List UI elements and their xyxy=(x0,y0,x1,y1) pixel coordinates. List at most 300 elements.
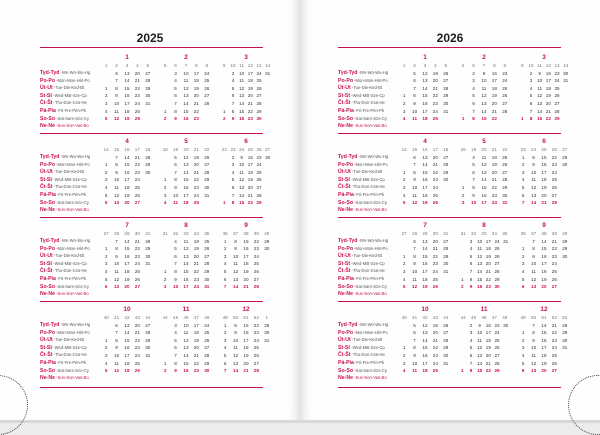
day-cell[interactable]: 31 xyxy=(145,352,151,358)
day-cell[interactable] xyxy=(160,85,170,93)
day-cell[interactable]: 2 xyxy=(402,352,406,358)
day-cell[interactable]: 9 xyxy=(478,322,481,328)
day-cell[interactable]: 10 xyxy=(114,261,120,267)
day-cell[interactable]: 20 xyxy=(485,261,491,267)
day-cell[interactable]: 10 xyxy=(477,238,483,244)
day-cell[interactable]: 4 xyxy=(402,276,406,282)
day-cell[interactable] xyxy=(160,238,170,246)
day-cell[interactable]: 12 xyxy=(114,192,120,198)
day-cell[interactable]: 23 xyxy=(134,253,140,259)
day-cell[interactable]: 29 xyxy=(494,276,500,282)
day-cell[interactable] xyxy=(458,70,468,78)
day-cell[interactable]: 28 xyxy=(502,108,508,114)
day-cell[interactable]: 7 xyxy=(174,261,177,267)
day-cell[interactable] xyxy=(561,100,570,108)
day-cell[interactable]: 1 xyxy=(521,116,524,122)
day-cell[interactable] xyxy=(263,108,272,116)
day-cell[interactable] xyxy=(560,283,570,291)
day-cell[interactable]: 3 xyxy=(104,177,108,183)
day-cell[interactable] xyxy=(399,154,409,162)
day-cell[interactable] xyxy=(501,245,510,253)
day-cell[interactable]: 11 xyxy=(481,85,487,91)
day-cell[interactable]: 9 xyxy=(532,253,535,259)
day-cell[interactable]: 29 xyxy=(443,345,449,351)
day-cell[interactable] xyxy=(262,260,272,268)
day-cell[interactable]: 27 xyxy=(204,162,210,168)
day-cell[interactable]: 29 xyxy=(256,108,262,114)
day-cell[interactable] xyxy=(220,92,229,100)
day-cell[interactable]: 21 xyxy=(243,284,249,290)
day-cell[interactable] xyxy=(518,85,527,93)
day-cell[interactable] xyxy=(501,253,510,261)
day-cell[interactable]: 21 xyxy=(193,352,199,358)
day-cell[interactable]: 27 xyxy=(502,100,508,106)
day-cell[interactable]: 25 xyxy=(551,268,557,274)
day-cell[interactable]: 19 xyxy=(541,184,547,190)
day-cell[interactable]: 24 xyxy=(432,360,438,366)
day-cell[interactable]: 27 xyxy=(204,253,210,259)
day-cell[interactable]: 15 xyxy=(422,169,428,175)
day-cell[interactable] xyxy=(560,360,570,368)
day-cell[interactable]: 27 xyxy=(134,284,140,290)
day-cell[interactable]: 4 xyxy=(402,368,406,374)
day-cell[interactable]: 1 xyxy=(521,246,525,252)
day-cell[interactable]: 24 xyxy=(134,352,140,358)
day-cell[interactable] xyxy=(143,192,153,200)
day-cell[interactable]: 14 xyxy=(124,78,130,84)
day-cell[interactable]: 12 xyxy=(114,368,120,374)
day-cell[interactable]: 9 xyxy=(413,261,416,267)
day-cell[interactable]: 15 xyxy=(481,184,487,190)
day-cell[interactable]: 19 xyxy=(491,162,497,168)
day-cell[interactable]: 11 xyxy=(412,116,418,122)
day-cell[interactable]: 6 xyxy=(115,70,118,76)
day-cell[interactable] xyxy=(518,92,527,100)
day-cell[interactable]: 30 xyxy=(265,154,271,160)
day-cell[interactable]: 8 xyxy=(231,200,235,206)
day-cell[interactable]: 10 xyxy=(531,261,537,267)
day-cell[interactable]: 22 xyxy=(193,177,199,183)
day-cell[interactable]: 17 xyxy=(541,169,547,175)
day-cell[interactable]: 4 xyxy=(469,246,473,252)
day-cell[interactable]: 7 xyxy=(174,100,177,106)
day-cell[interactable] xyxy=(458,154,468,162)
day-cell[interactable]: 27 xyxy=(551,284,557,290)
day-cell[interactable]: 22 xyxy=(134,337,140,343)
day-cell[interactable]: 8 xyxy=(174,108,177,114)
day-cell[interactable]: 8 xyxy=(174,360,177,366)
day-cell[interactable] xyxy=(458,268,467,276)
day-cell[interactable]: 11 xyxy=(114,108,119,114)
day-cell[interactable]: 12 xyxy=(422,322,428,328)
day-cell[interactable]: 6 xyxy=(104,284,108,290)
day-cell[interactable]: 23 xyxy=(134,169,140,175)
day-cell[interactable]: 21 xyxy=(134,330,140,336)
day-cell[interactable]: 8 xyxy=(115,246,118,252)
day-cell[interactable] xyxy=(101,77,111,85)
day-cell[interactable] xyxy=(560,169,570,177)
day-cell[interactable]: 7 xyxy=(469,360,473,366)
day-cell[interactable] xyxy=(101,154,111,162)
day-cell[interactable]: 4 xyxy=(104,184,108,190)
day-cell[interactable]: 30 xyxy=(503,322,509,328)
day-cell[interactable]: 16 xyxy=(485,322,491,328)
day-cell[interactable]: 9 xyxy=(472,192,475,198)
day-cell[interactable]: 9 xyxy=(234,246,237,252)
day-cell[interactable]: 24 xyxy=(432,268,438,274)
day-cell[interactable]: 10 xyxy=(531,345,537,351)
day-cell[interactable]: 31 xyxy=(265,70,271,76)
day-cell[interactable]: 25 xyxy=(432,368,438,374)
day-cell[interactable] xyxy=(501,283,510,291)
day-cell[interactable]: 14 xyxy=(422,246,428,252)
day-cell[interactable]: 18 xyxy=(491,85,497,91)
day-cell[interactable] xyxy=(458,260,467,268)
day-cell[interactable]: 22 xyxy=(491,184,497,190)
day-cell[interactable]: 22 xyxy=(485,368,491,374)
day-cell[interactable]: 5 xyxy=(104,368,108,374)
day-cell[interactable]: 1 xyxy=(104,337,108,343)
day-cell[interactable]: 22 xyxy=(193,360,199,366)
day-cell[interactable] xyxy=(518,100,527,108)
day-cell[interactable]: 22 xyxy=(247,108,253,114)
day-cell[interactable]: 12 xyxy=(183,337,189,343)
day-cell[interactable]: 7 xyxy=(223,368,227,374)
day-cell[interactable]: 3 xyxy=(461,200,465,206)
day-cell[interactable] xyxy=(560,192,570,200)
day-cell[interactable]: 6 xyxy=(469,352,473,358)
day-cell[interactable]: 8 xyxy=(115,162,118,168)
day-cell[interactable]: 21 xyxy=(134,78,140,84)
day-cell[interactable]: 26 xyxy=(494,253,500,259)
day-cell[interactable]: 20 xyxy=(541,368,547,374)
day-cell[interactable] xyxy=(500,115,510,123)
day-cell[interactable] xyxy=(220,77,229,85)
day-cell[interactable] xyxy=(458,344,467,352)
day-cell[interactable]: 7 xyxy=(115,330,118,336)
day-cell[interactable]: 28 xyxy=(443,337,449,343)
day-cell[interactable]: 25 xyxy=(502,154,508,160)
day-cell[interactable]: 21 xyxy=(551,322,557,328)
day-cell[interactable]: 21 xyxy=(551,238,557,244)
day-cell[interactable]: 15 xyxy=(124,162,130,168)
day-cell[interactable]: 27 xyxy=(253,360,259,366)
day-cell[interactable]: 3 xyxy=(521,169,525,175)
day-cell[interactable]: 11 xyxy=(114,184,119,190)
day-cell[interactable]: 11 xyxy=(173,200,179,206)
day-cell[interactable]: 10 xyxy=(531,169,537,175)
day-cell[interactable]: 8 xyxy=(234,238,237,244)
day-cell[interactable]: 27 xyxy=(443,154,449,160)
day-cell[interactable]: 26 xyxy=(443,322,449,328)
day-cell[interactable]: 3 xyxy=(529,78,533,84)
day-cell[interactable]: 21 xyxy=(193,169,199,175)
day-cell[interactable]: 16 xyxy=(247,154,253,160)
day-cell[interactable]: 29 xyxy=(562,330,568,336)
day-cell[interactable]: 6 xyxy=(413,238,416,244)
day-cell[interactable] xyxy=(458,245,467,253)
day-cell[interactable]: 26 xyxy=(134,192,140,198)
day-cell[interactable]: 2 xyxy=(163,276,167,282)
day-cell[interactable]: 23 xyxy=(193,116,199,122)
day-cell[interactable]: 14 xyxy=(233,284,239,290)
day-cell[interactable]: 14 xyxy=(477,360,483,366)
day-cell[interactable]: 17 xyxy=(124,261,130,267)
day-cell[interactable]: 29 xyxy=(264,322,270,328)
day-cell[interactable]: 7 xyxy=(532,322,535,328)
day-cell[interactable]: 2 xyxy=(223,330,227,336)
day-cell[interactable]: 10 xyxy=(183,70,189,76)
day-cell[interactable] xyxy=(458,92,468,100)
day-cell[interactable] xyxy=(143,115,153,123)
day-cell[interactable]: 1 xyxy=(104,246,108,252)
day-cell[interactable]: 22 xyxy=(247,200,253,206)
day-cell[interactable]: 15 xyxy=(477,276,483,282)
day-cell[interactable]: 4 xyxy=(174,78,177,84)
day-cell[interactable] xyxy=(458,322,467,330)
day-cell[interactable] xyxy=(160,329,170,337)
day-cell[interactable]: 30 xyxy=(494,284,500,290)
day-cell[interactable]: 20 xyxy=(124,284,130,290)
day-cell[interactable] xyxy=(160,260,170,268)
day-cell[interactable]: 10 xyxy=(114,352,120,358)
day-cell[interactable]: 19 xyxy=(485,345,491,351)
day-cell[interactable]: 18 xyxy=(124,360,130,366)
day-cell[interactable]: 5 xyxy=(521,360,525,366)
day-cell[interactable]: 9 xyxy=(413,177,416,183)
day-cell[interactable]: 22 xyxy=(193,268,199,274)
day-cell[interactable]: 24 xyxy=(551,345,557,351)
day-cell[interactable]: 13 xyxy=(183,162,189,168)
day-cell[interactable] xyxy=(143,176,153,184)
day-cell[interactable]: 15 xyxy=(541,154,547,160)
day-cell[interactable]: 15 xyxy=(124,337,130,343)
day-cell[interactable]: 15 xyxy=(422,345,428,351)
day-cell[interactable]: 8 xyxy=(532,330,535,336)
day-cell[interactable]: 23 xyxy=(134,345,140,351)
day-cell[interactable]: 18 xyxy=(541,268,547,274)
day-cell[interactable]: 21 xyxy=(432,246,438,252)
day-cell[interactable]: 20 xyxy=(541,192,547,198)
day-cell[interactable]: 7 xyxy=(174,169,177,175)
day-cell[interactable]: 29 xyxy=(145,85,151,91)
day-cell[interactable] xyxy=(518,77,527,85)
day-cell[interactable]: 9 xyxy=(231,116,235,122)
day-cell[interactable]: 14 xyxy=(239,192,245,198)
day-cell[interactable] xyxy=(263,199,272,207)
day-cell[interactable]: 5 xyxy=(413,70,416,76)
day-cell[interactable]: 29 xyxy=(145,337,151,343)
day-cell[interactable]: 31 xyxy=(204,192,210,198)
day-cell[interactable] xyxy=(263,176,272,184)
day-cell[interactable]: 7 xyxy=(115,78,118,84)
day-cell[interactable]: 9 xyxy=(532,162,535,168)
day-cell[interactable]: 5 xyxy=(104,116,108,122)
day-cell[interactable]: 19 xyxy=(485,253,491,259)
day-cell[interactable]: 18 xyxy=(247,169,253,175)
day-cell[interactable]: 28 xyxy=(145,238,151,244)
day-cell[interactable]: 3 xyxy=(469,330,473,336)
day-cell[interactable]: 24 xyxy=(204,70,210,76)
day-cell[interactable]: 6 xyxy=(115,322,118,328)
day-cell[interactable]: 23 xyxy=(247,116,253,122)
day-cell[interactable]: 1 xyxy=(402,345,406,351)
day-cell[interactable]: 6 xyxy=(174,253,177,259)
day-cell[interactable]: 21 xyxy=(491,177,497,183)
day-cell[interactable]: 26 xyxy=(204,85,210,91)
day-cell[interactable]: 23 xyxy=(551,253,557,259)
day-cell[interactable]: 22 xyxy=(432,93,438,99)
day-cell[interactable]: 2 xyxy=(521,162,525,168)
day-cell[interactable]: 8 xyxy=(115,85,118,91)
day-cell[interactable]: 1 xyxy=(402,169,406,175)
day-cell[interactable]: 16 xyxy=(541,253,547,259)
day-cell[interactable]: 22 xyxy=(551,246,557,252)
day-cell[interactable]: 28 xyxy=(145,78,151,84)
day-cell[interactable]: 28 xyxy=(204,352,210,358)
day-cell[interactable]: 21 xyxy=(545,108,551,114)
day-cell[interactable]: 2 xyxy=(521,253,525,259)
day-cell[interactable]: 6 xyxy=(413,330,416,336)
day-cell[interactable]: 1 xyxy=(461,368,464,374)
day-cell[interactable]: 18 xyxy=(422,192,428,198)
day-cell[interactable]: 29 xyxy=(494,368,500,374)
day-cell[interactable]: 19 xyxy=(243,352,249,358)
day-cell[interactable] xyxy=(263,100,272,108)
day-cell[interactable]: 30 xyxy=(443,100,449,106)
day-cell[interactable]: 20 xyxy=(124,200,130,206)
day-cell[interactable]: 30 xyxy=(443,177,449,183)
day-cell[interactable]: 16 xyxy=(183,116,189,122)
day-cell[interactable]: 31 xyxy=(204,284,210,290)
day-cell[interactable]: 21 xyxy=(541,200,547,206)
day-cell[interactable]: 24 xyxy=(551,261,557,267)
day-cell[interactable]: 7 xyxy=(469,268,473,274)
day-cell[interactable]: 30 xyxy=(502,192,508,198)
day-cell[interactable]: 25 xyxy=(204,78,210,84)
day-cell[interactable] xyxy=(501,268,510,276)
day-cell[interactable] xyxy=(101,329,111,337)
day-cell[interactable]: 1 xyxy=(163,360,167,366)
day-cell[interactable]: 3 xyxy=(174,70,177,76)
day-cell[interactable]: 10 xyxy=(173,192,179,198)
day-cell[interactable]: 27 xyxy=(551,192,557,198)
day-cell[interactable]: 23 xyxy=(494,322,500,328)
day-cell[interactable] xyxy=(202,108,212,116)
day-cell[interactable]: 16 xyxy=(183,368,189,374)
day-cell[interactable] xyxy=(501,260,510,268)
day-cell[interactable]: 25 xyxy=(204,330,210,336)
day-cell[interactable]: 26 xyxy=(134,368,140,374)
day-cell[interactable]: 23 xyxy=(253,330,259,336)
day-cell[interactable]: 29 xyxy=(443,253,449,259)
day-cell[interactable] xyxy=(262,367,272,375)
day-cell[interactable]: 14 xyxy=(531,200,537,206)
day-cell[interactable]: 18 xyxy=(247,78,253,84)
day-cell[interactable]: 26 xyxy=(443,70,449,76)
day-cell[interactable] xyxy=(441,184,451,192)
day-cell[interactable]: 23 xyxy=(193,184,199,190)
day-cell[interactable]: 11 xyxy=(531,352,536,358)
day-cell[interactable]: 30 xyxy=(443,352,449,358)
day-cell[interactable]: 26 xyxy=(134,116,140,122)
day-cell[interactable] xyxy=(399,245,409,253)
day-cell[interactable]: 29 xyxy=(443,93,449,99)
day-cell[interactable]: 18 xyxy=(545,85,551,91)
day-cell[interactable]: 13 xyxy=(477,352,483,358)
day-cell[interactable] xyxy=(143,268,153,276)
day-cell[interactable]: 16 xyxy=(124,169,130,175)
day-cell[interactable]: 17 xyxy=(124,352,130,358)
day-cell[interactable]: 3 xyxy=(469,238,473,244)
day-cell[interactable] xyxy=(561,92,570,100)
day-cell[interactable]: 3 xyxy=(521,261,525,267)
day-cell[interactable]: 5 xyxy=(104,276,108,282)
day-cell[interactable]: 8 xyxy=(529,116,533,122)
day-cell[interactable] xyxy=(220,70,229,78)
day-cell[interactable]: 16 xyxy=(545,70,551,76)
day-cell[interactable]: 9 xyxy=(115,93,118,99)
day-cell[interactable]: 10 xyxy=(471,200,477,206)
day-cell[interactable]: 12 xyxy=(239,85,245,91)
day-cell[interactable]: 16 xyxy=(541,337,547,343)
day-cell[interactable]: 11 xyxy=(412,276,417,282)
day-cell[interactable]: 2 xyxy=(402,177,406,183)
day-cell[interactable]: 12 xyxy=(183,154,189,160)
day-cell[interactable]: 26 xyxy=(502,93,508,99)
day-cell[interactable]: 29 xyxy=(204,268,210,274)
day-cell[interactable]: 10 xyxy=(239,70,245,76)
day-cell[interactable]: 10 xyxy=(412,360,418,366)
day-cell[interactable]: 18 xyxy=(124,184,130,190)
day-cell[interactable]: 4 xyxy=(472,85,475,91)
day-cell[interactable]: 9 xyxy=(538,70,541,76)
day-cell[interactable]: 27 xyxy=(145,70,151,76)
day-cell[interactable] xyxy=(561,85,570,93)
day-cell[interactable] xyxy=(399,161,409,169)
day-cell[interactable]: 22 xyxy=(134,85,140,91)
day-cell[interactable]: 30 xyxy=(204,184,210,190)
day-cell[interactable]: 24 xyxy=(432,108,438,114)
day-cell[interactable]: 18 xyxy=(422,368,428,374)
day-cell[interactable] xyxy=(458,169,468,177)
day-cell[interactable]: 2 xyxy=(163,368,167,374)
day-cell[interactable]: 16 xyxy=(183,276,189,282)
day-cell[interactable]: 20 xyxy=(193,162,199,168)
day-cell[interactable] xyxy=(560,367,570,375)
day-cell[interactable]: 16 xyxy=(124,93,130,99)
day-cell[interactable]: 7 xyxy=(472,177,475,183)
day-cell[interactable]: 1 xyxy=(461,116,465,122)
day-cell[interactable] xyxy=(262,352,272,360)
day-cell[interactable]: 29 xyxy=(264,238,270,244)
day-cell[interactable] xyxy=(263,169,272,177)
day-cell[interactable]: 17 xyxy=(545,78,551,84)
day-cell[interactable]: 25 xyxy=(432,116,438,122)
day-cell[interactable] xyxy=(458,176,468,184)
day-cell[interactable]: 6 xyxy=(223,360,227,366)
day-cell[interactable]: 23 xyxy=(502,70,508,76)
day-cell[interactable]: 25 xyxy=(551,177,557,183)
day-cell[interactable]: 19 xyxy=(432,322,438,328)
day-cell[interactable]: 28 xyxy=(253,368,259,374)
day-cell[interactable]: 13 xyxy=(481,169,487,175)
day-cell[interactable]: 23 xyxy=(432,352,438,358)
day-cell[interactable]: 24 xyxy=(494,238,500,244)
day-cell[interactable]: 20 xyxy=(243,276,249,282)
day-cell[interactable]: 6 xyxy=(529,100,533,106)
day-cell[interactable]: 3 xyxy=(231,70,235,76)
